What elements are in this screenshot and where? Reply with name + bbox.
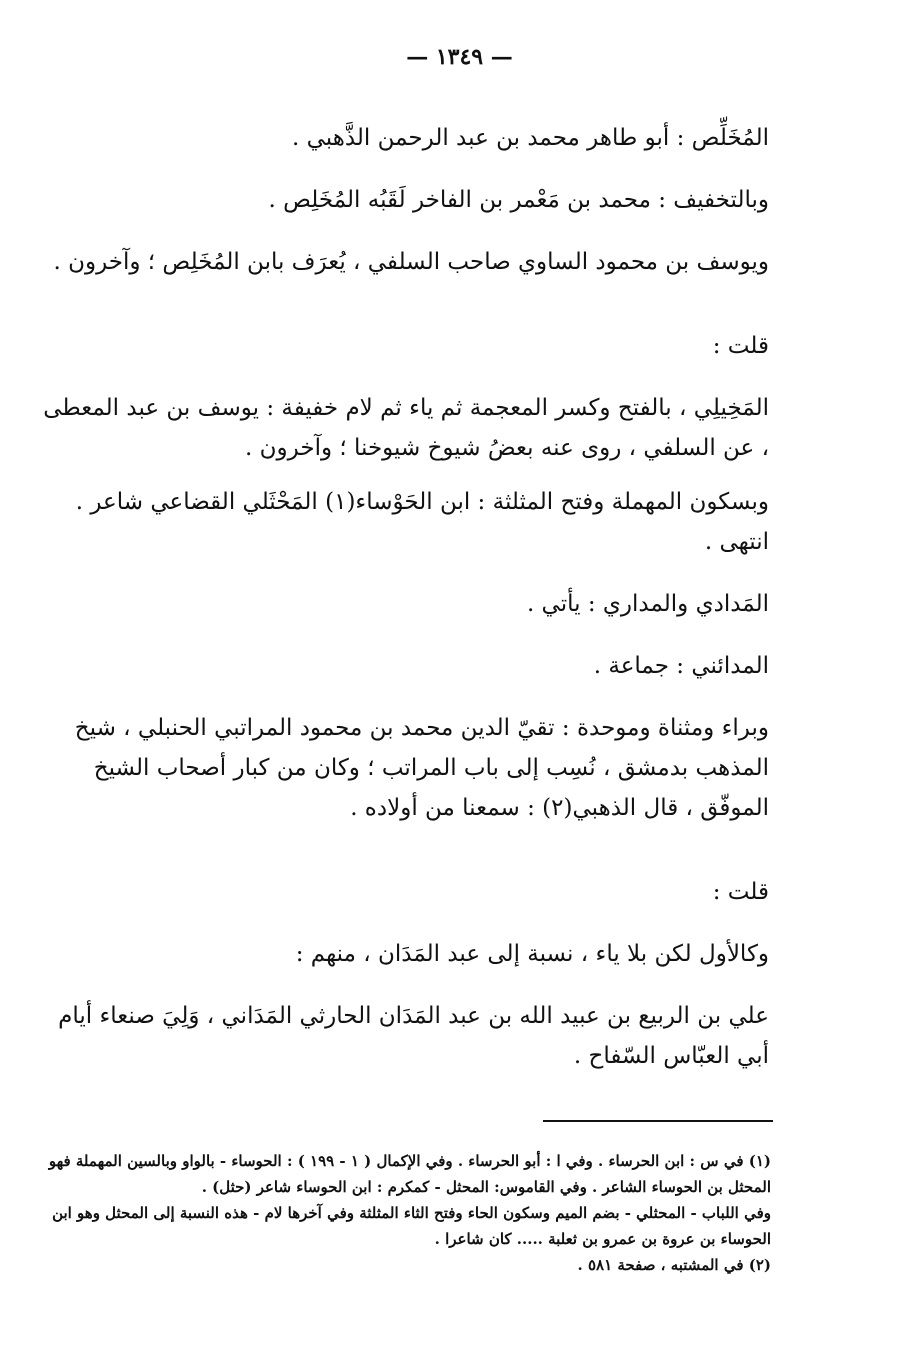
paragraph: وبراء ومثناة وموحدة : تقيّ الدين محمد بن محمود المراتبي الحنبلي ، شيخ المذهب بدمشق ، نُسِب إلى باب المراتب ؛ وكان من كبار أصحاب الشيخ الموفّق ، قال الذهبي(٢) : سمعنا من أولاده .	[74, 715, 769, 821]
paragraph-heading: قلت :	[712, 333, 769, 359]
paragraph-heading: قلت :	[712, 879, 769, 905]
footnote: (٢) في المشتبه ، صفحة ٥٨١ .	[577, 1256, 771, 1274]
main-text	[40, 118, 769, 1098]
footnote: (١) في س : ابن الحرساء . وفي ا : أبو الحرساء . وفي الإكمال ( ١ - ١٩٩ ) : الحوساء - بالواو وبالسين المهملة فهو المحثل بن الحوساء الشاعر . وفي القاموس: المحثل - كمكرم : ابن الحوساء شاعر (حثل) .	[48, 1152, 771, 1196]
paragraph: المَخِيلِي ، بالفتح وكسر المعجمة ثم ياء ثم لام خفيفة : يوسف بن عبد المعطى ، عن السلفي ، روى عنه بعضُ شيوخ شيوخنا ؛ وآخرون .	[43, 395, 769, 461]
paragraph: المَدادي والمداري : يأتي .	[526, 591, 769, 617]
footnote: وفي اللباب - المحثلي - بضم الميم وسكون الحاء وفتح الثاء المثلثة وفي آخرها لام - هذه النسبة إلى المحثل وهو ابن الحوساء بن عروة بن عمرو بن ثعلبة ..... كان شاعرا .	[52, 1204, 771, 1248]
paragraph: وبالتخفيف : محمد بن مَعْمر بن الفاخر لَقَبُه المُخَلِص .	[268, 187, 769, 213]
page-number: — ١٣٤٩ —	[406, 44, 513, 70]
paragraph: وبسكون المهملة وفتح المثلثة : ابن الحَوْساء(١) المَحْثَلي القضاعي شاعر . انتهى .	[75, 489, 769, 555]
paragraph: المدائني : جماعة .	[593, 653, 769, 679]
paragraph: علي بن الربيع بن عبيد الله بن عبد المَدَان الحارثي المَدَاني ، وَلِيَ صنعاء أيام أبي العبّاس السّفاح .	[58, 1003, 769, 1069]
footnotes	[46, 1148, 771, 1278]
paragraph: ويوسف بن محمود الساوي صاحب السلفي ، يُعرَف بابن المُخَلِص ؛ وآخرون .	[53, 249, 769, 275]
footnote-divider	[543, 1120, 773, 1122]
paragraph: المُخَلِّص : أبو طاهر محمد بن عبد الرحمن الذَّهبي .	[291, 125, 769, 151]
paragraph: وكالأول لكن بلا ياء ، نسبة إلى عبد المَدَان ، منهم :	[295, 941, 769, 967]
